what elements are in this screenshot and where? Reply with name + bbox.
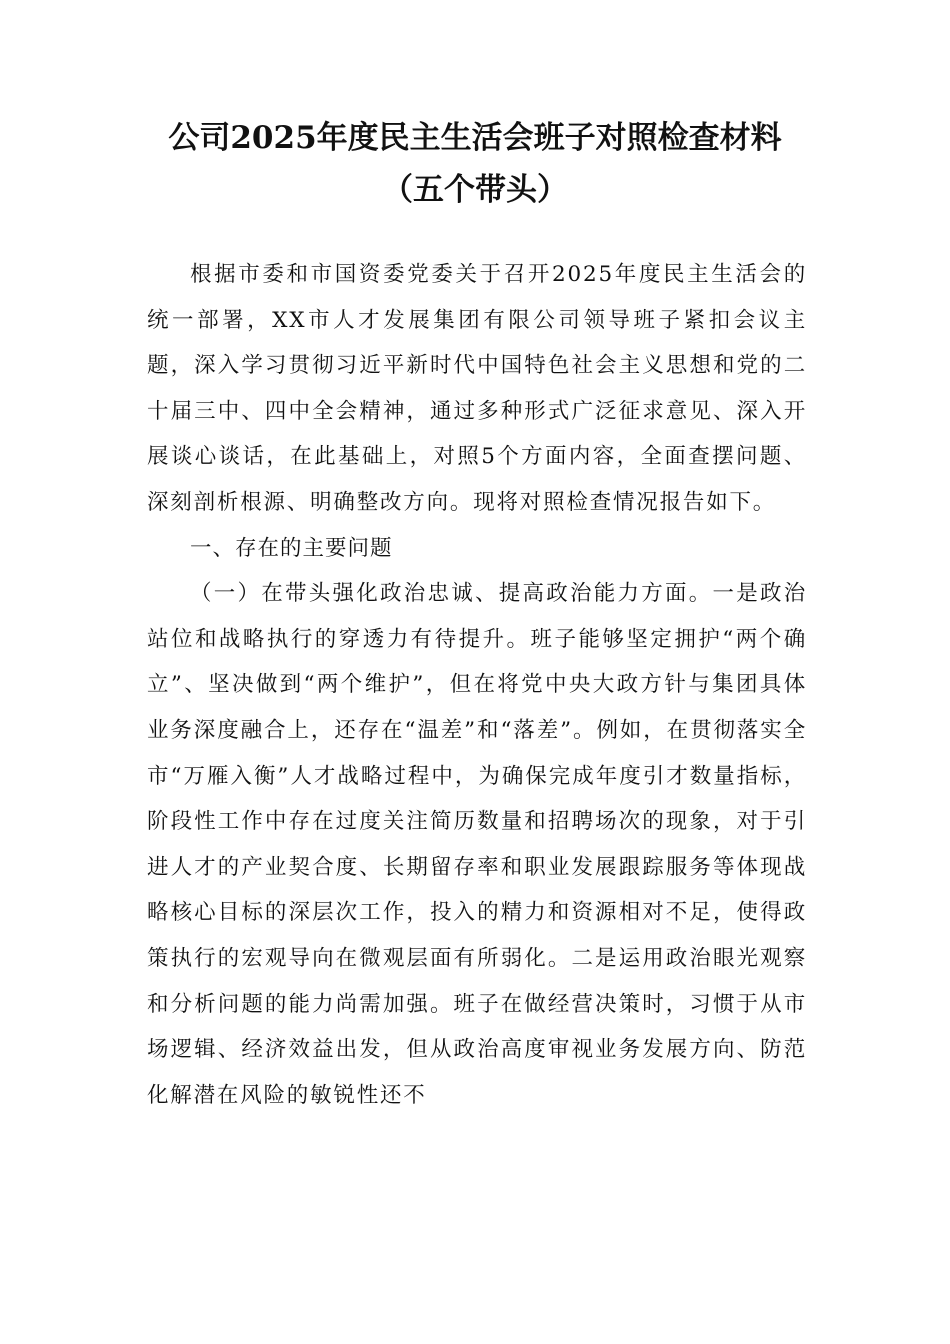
document-body [147,252,807,1118]
section-heading: 一、存在的主要问题 [190,535,393,561]
subsection-body: 一是政治站位和战略执行的穿透力有待提升。班子能够坚定拥护“两个确立”、坚决做到“两个维护”，但在将党中央大政方针与集团具体业务深度融合上，还存在“温差”和“落差”。例如，在贯彻落实全市“万雁入衡”人才战略过程中，为确保完成年度引才数量指标，阶段性工作中存在过度关注简历数量和招聘场次的现象，对于引进人才的产业契合度、长期留存率和职业发展跟踪服务等体现战略核心目标的深层次工作，投入的精力和资源相对不足，使得政策执行的宏观导向在微观层面有所弱化。二是运用政治眼光观察和分析问题的能力尚需加强。班子在做经营决策时，习惯于从市场逻辑、经济效益出发，但从政治高度审视业务发展方向、防范化解潜在风险的敏锐性还不 [147,581,807,1108]
document-title: 公司2025年度民主生活会班子对照检查材料（五个带头） [168,120,782,208]
subsection-heading: （一）在带头强化政治忠诚、提高政治能力方面。 [190,581,713,607]
subsection-paragraph [147,571,807,1118]
intro-paragraph: 根据市委和市国资委党委关于召开2025年度民主生活会的统一部署，XX市人才发展集团有限公司领导班子紧扣会议主题，深入学习贯彻习近平新时代中国特色社会主义思想和党的二十届三中、四中全会精神，通过多种形式广泛征求意见、深入开展谈心谈话，在此基础上，对照5个方面内容，全面查摆问题、深刻剖析根源、明确整改方向。现将对照检查情况报告如下。 [147,262,807,515]
